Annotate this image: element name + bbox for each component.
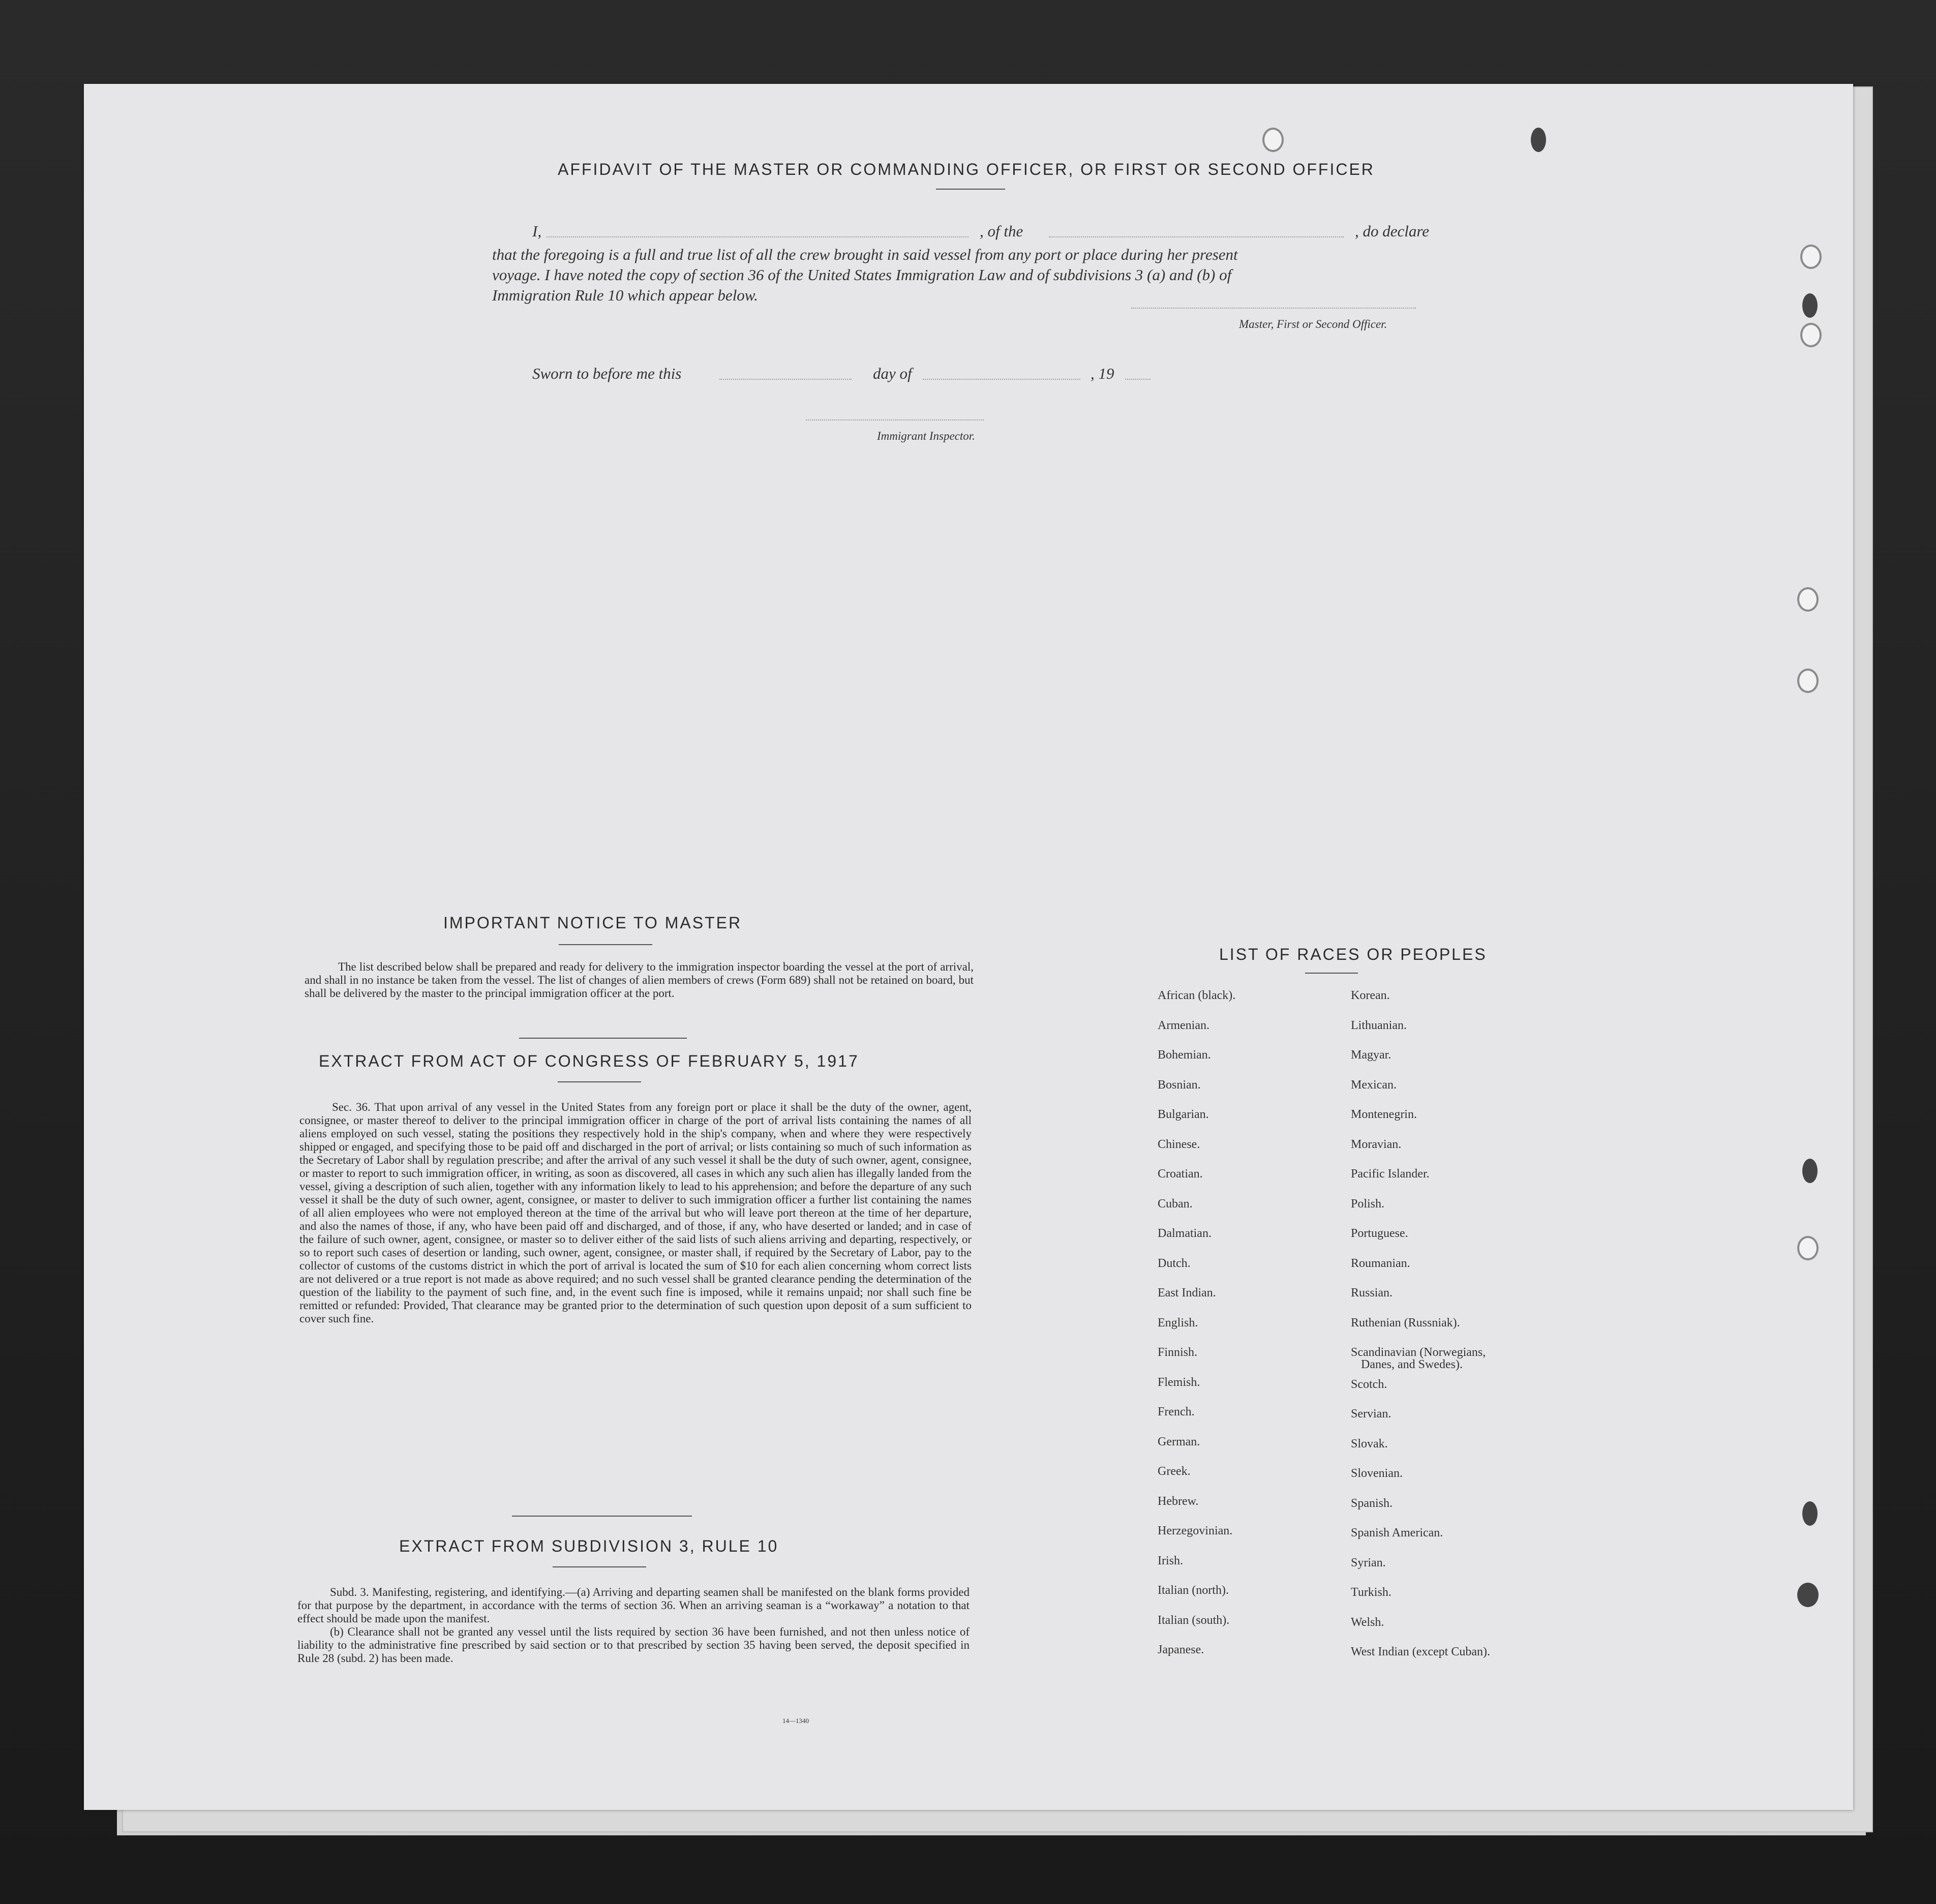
rule-extract-text [297,1586,970,1665]
race-item: Russian. [1351,1286,1393,1299]
sworn-mid: day of [873,365,912,382]
race-item-continuation: Danes, and Swedes). [1361,1358,1463,1371]
race-item: Greek. [1158,1465,1191,1478]
punch-hole [1797,1583,1819,1607]
punch-hole [1800,245,1822,269]
race-item: Korean. [1351,989,1390,1002]
race-item: West Indian (except Cuban). [1351,1645,1490,1658]
affidavit-line1-end: , do declare [1355,222,1430,240]
race-item: East Indian. [1158,1286,1216,1299]
affidavit-body-line: voyage. I have noted the copy of section 36 of the United States Immigration Law and of subdivisions 3 (a) and (b) of [492,266,1232,284]
subdivision-b: (b) Clearance shall not be granted any vessel until the lists required by section 36 have been furnished, and not then unless notice of liability to the administrative fine prescribed by said section or to that prescribed by section 35 having been served, the deposit specified in Rule 28 (subd. 2) has been made. [297,1625,970,1665]
month-field[interactable] [923,379,1080,380]
race-item: Dalmatian. [1158,1227,1212,1240]
name-field[interactable] [547,236,969,237]
race-item: Spanish American. [1351,1526,1443,1539]
title-rule [553,1566,646,1567]
race-item: French. [1158,1405,1195,1418]
form-number: 14—1340 [782,1717,809,1725]
master-signature-label: Master, First or Second Officer. [1239,318,1387,330]
vessel-field[interactable] [1049,236,1344,237]
punch-hole [1802,293,1818,318]
race-item: Italian (south). [1158,1613,1230,1627]
race-item: Scotch. [1351,1377,1387,1391]
race-item: Magyar. [1351,1048,1392,1062]
race-item: Armenian. [1158,1018,1209,1032]
sworn-end: , 19 [1091,365,1114,382]
title-rule [936,189,1005,190]
race-item: Polish. [1351,1197,1385,1211]
race-item: Scandinavian (Norwegians, [1351,1346,1486,1359]
race-item: Cuban. [1158,1197,1193,1211]
race-item: Pacific Islander. [1351,1167,1430,1181]
punch-hole [1262,128,1284,152]
punch-hole [1531,128,1546,152]
race-item: Italian (north). [1158,1584,1229,1597]
race-item: Bosnian. [1158,1078,1201,1092]
punch-hole [1800,323,1822,347]
race-item: Herzegovinian. [1158,1524,1233,1537]
inspector-label: Immigrant Inspector. [877,430,975,442]
subdivision-a: Subd. 3. Manifesting, registering, and identifying.—(a) Arriving and departing seamen shall be manifested on the blank forms provided for that purpose by the department, in accordance with the terms of section 36. When an arriving seaman is a “workaway” a notation to that effect should be made upon the manifest. [297,1586,970,1625]
affidavit-body-line: Immigration Rule 10 which appear below. [492,286,758,304]
race-item: Slovak. [1351,1437,1388,1450]
master-signature-field[interactable] [1131,308,1416,309]
section-rule [519,1038,687,1039]
punch-hole [1797,669,1819,693]
race-item: Syrian. [1351,1556,1386,1569]
race-item: Lithuanian. [1351,1018,1407,1032]
notice-title: IMPORTANT NOTICE TO MASTER [443,914,742,932]
race-item: Croatian. [1158,1167,1203,1181]
race-item: Moravian. [1351,1137,1402,1151]
affidavit-body-line: that the foregoing is a full and true list of all the crew brought in said vessel from any port or place during her present [492,246,1238,263]
year-field[interactable] [1125,379,1151,380]
act-extract-text: Sec. 36. That upon arrival of any vessel in the United States from any foreign port or place it shall be the duty of the owner, agent, consignee, or master thereof to deliver to the principal immigration officer in charge of the port of arrival lists containing the names of all aliens employed on such vessel, stating the positions they respectively hold in the ship's company, when and where they were respectively shipped or engaged, and specifying those to be paid off and discharged in the port of arrival; or lists containing so much of such information as the Secretary of Labor shall by regulation prescribe; and after the arrival of any such vessel it shall be the duty of such owner, agent, consignee, or master to report to such immigration officer, in writing, as soon as discovered, all cases in which any such alien has illegally landed from the vessel, giving a description of such alien, together with any information likely to lead to his apprehension; and before the departure of any such vessel it shall be the duty of such owner, agent, consignee, or master to deliver to such immigration officer a further list containing the names of all alien employees who were not employed thereon at the time of the arrival but who will leave port thereon at the time of her departure, and also the names of those, if any, who have been paid off and discharged, and of those, if any, who have deserted or landed; and in case of the failure of such owner, agent, consignee, or master so to deliver either of the said lists of such aliens arriving and departing, respectively, or so to report such cases of desertion or landing, such owner, agent, consignee, or master shall, if required by the Secretary of Labor, pay to the collector of customs of the customs district in which the port of arrival is located the sum of $10 for each alien concerning whom correct lists are not delivered or a true report is not made as above required; and no such vessel shall be granted clearance pending the determination of the question of the liability to the payment of such fine, and, in the event such fine is imposed, while it remains unpaid; nor shall such fine be remitted or refunded: Provided, That clearance may be granted prior to the determination of such question upon deposit of a sum sufficient to cover such fine. [299,1101,972,1325]
race-item: Spanish. [1351,1496,1393,1510]
race-item: Bulgarian. [1158,1108,1209,1121]
punch-hole [1802,1159,1818,1183]
punch-hole [1797,587,1819,612]
race-item: Welsh. [1351,1615,1384,1629]
title-rule [559,944,652,945]
race-item: Montenegrin. [1351,1108,1417,1121]
affidavit-line1-mid: , of the [980,222,1023,240]
document-page [84,84,1853,1810]
race-item: Ruthenian (Russniak). [1351,1316,1460,1329]
punch-hole [1797,1236,1819,1260]
race-item: Slovenian. [1351,1467,1403,1480]
title-rule [1305,973,1358,974]
race-item: African (black). [1158,989,1236,1002]
race-item: Flemish. [1158,1375,1200,1389]
punch-hole [1802,1501,1818,1526]
rule-extract-title: EXTRACT FROM SUBDIVISION 3, RULE 10 [399,1537,779,1555]
race-item: Servian. [1351,1407,1392,1421]
affidavit-line1-start: I, [532,222,542,240]
race-item: Bohemian. [1158,1048,1211,1062]
race-item: Japanese. [1158,1643,1204,1656]
race-item: Turkish. [1351,1586,1392,1599]
affidavit-title: AFFIDAVIT OF THE MASTER OR COMMANDING OFFICER, OR FIRST OR SECOND OFFICER [558,160,1375,178]
race-item: Irish. [1158,1554,1183,1567]
title-rule [558,1081,641,1082]
race-item: English. [1158,1316,1198,1329]
section-rule [512,1516,692,1517]
act-extract-title: EXTRACT FROM ACT OF CONGRESS OF FEBRUARY 5, 1917 [319,1052,859,1070]
race-item: German. [1158,1435,1200,1448]
race-item: Hebrew. [1158,1494,1199,1508]
race-item: Mexican. [1351,1078,1397,1092]
race-item: Roumanian. [1351,1256,1410,1270]
notice-text: The list described below shall be prepared and ready for delivery to the immigration inspector boarding the vessel at the port of arrival, and shall in no instance be taken from the vessel. The list of changes of alien members of crews (Form 689) shall not be retained on board, but shall be delivered by the master to the principal immigration officer at the port. [305,960,974,1000]
race-item: Chinese. [1158,1137,1200,1151]
race-item: Dutch. [1158,1256,1191,1270]
race-item: Finnish. [1158,1346,1198,1359]
sworn-start: Sworn to before me this [532,365,682,382]
races-title: LIST OF RACES OR PEOPLES [1219,945,1487,963]
race-item: Portuguese. [1351,1227,1408,1240]
inspector-signature-field[interactable] [806,419,984,420]
day-field[interactable] [719,379,852,380]
